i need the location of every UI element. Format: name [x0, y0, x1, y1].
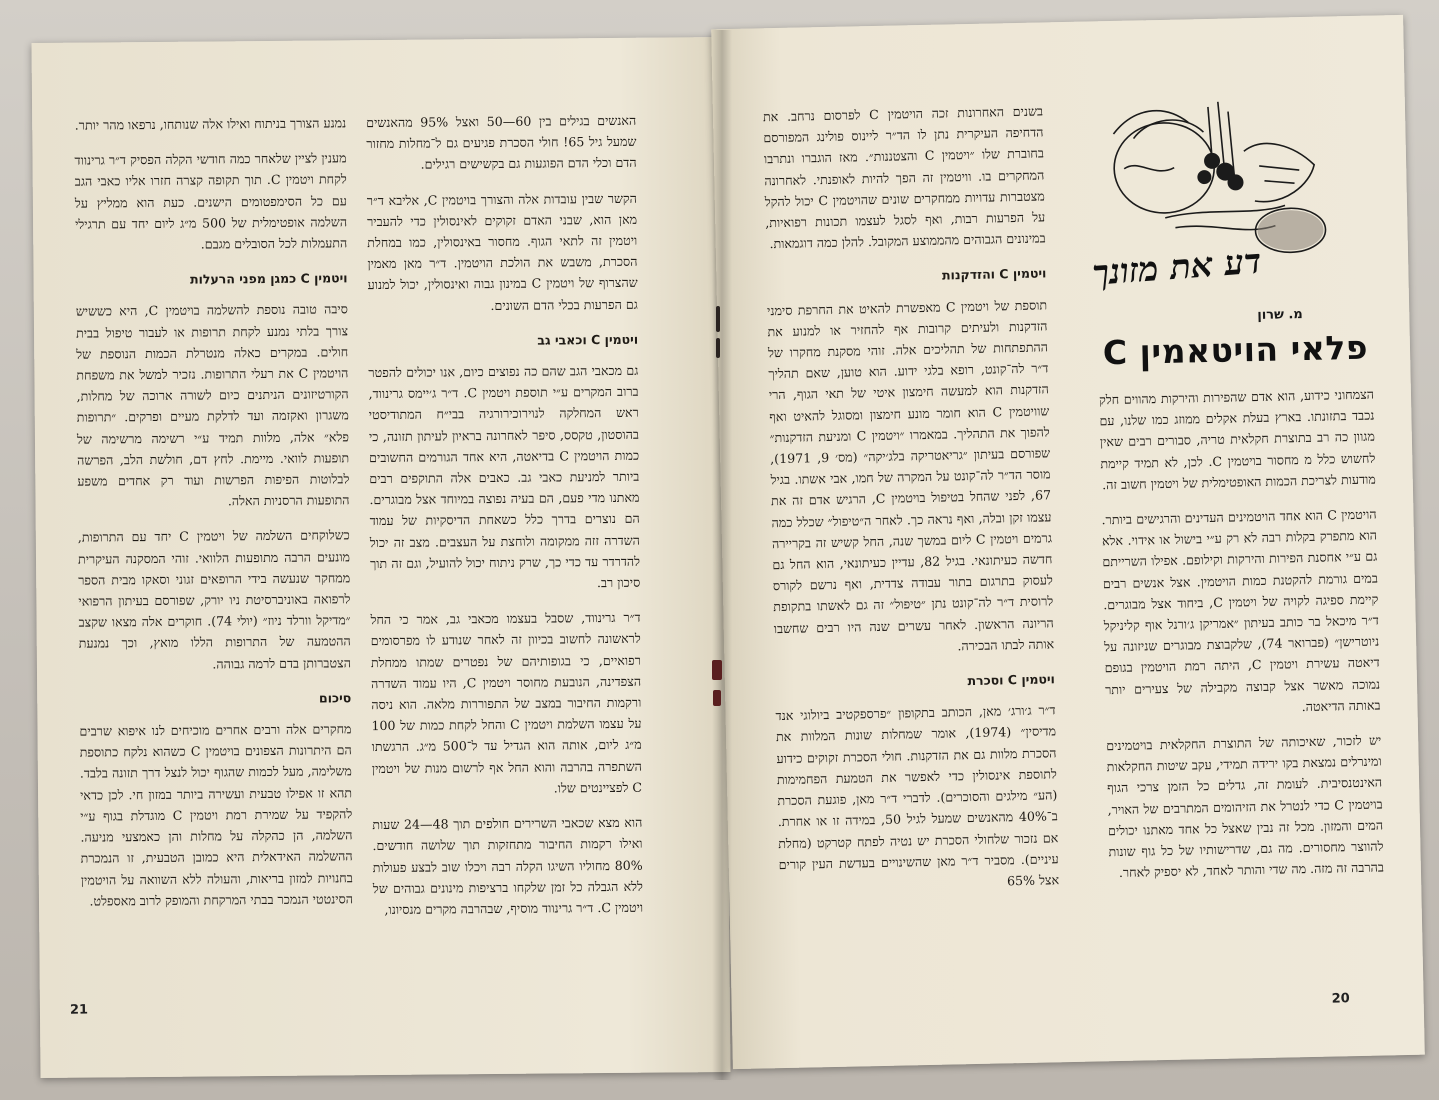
- paragraph: יש לזכור, שאיכותה של התוצרת החקלאית בויטמינים ומינרלים נמצאת בקו ירידה תמידי, עקב שיטות החקלאות האינטנסיבית. לעומת זה, גדלים כל הזמן צרכי הגוף בויטמין C כדי לנטרל את הזיהומים המתרבים של האויר, המים והמזון. מכל זה נבין שאצל כל אחד מאתנו יכולים להווצר מחסורים. מה גם, שדרישותיו של כל גוף שונות בהרבה זה מזה. מה שדי והותר לאחד, לא יספיק לאחר.: [1106, 732, 1385, 881]
- staple: [713, 690, 721, 706]
- staple: [712, 660, 722, 680]
- paragraph: הקשר שבין עובדות אלה והצורך בויטמין C, אליבא ד״ר מאן הוא, שבני האדם זקוקים לאינסולין כדי להעביר ויטמין זה לתאי הגוף. מחסור באינסולין, כמו במחלת הסכרת, משבש את הולכת הויטמין. ד״ר מאן מאמין שהצרוף של ויטמין C במינון גבוה ואינסולין, יכול למנוע גם הפרעות בכלי הדם השונים.: [366, 190, 638, 313]
- left-page: [31, 37, 730, 1078]
- page-number: 21: [69, 1002, 89, 1018]
- paragraph: ד״ר גרינווד, שסבל בעצמו מכאבי גב, אמר כי החל לראשונה לחשוב בכיוון זה לאחר שנודע לו מפרסומים רפואיים, כי בגופותיהם של נפטרים שמתו ממחלת הצפדינה, הנובעת מחוסר ויטמין C, היו עמוד השדרה ורקמות החיבור במצב של התפוררות מלאה. הוא ניסה על עצמו השלמת ויטמין C והחל לקחת כמות של 100 מ״ג ליום, אותה הוא הגדיל עד ל־500 מ״ג. הרגשתו השתפרה בהרבה והוא החל אף לרשום מנות של ויטמין C לפציינטים שלו.: [370, 610, 643, 796]
- paragraph: גם מכאבי הגב שהם כה נפוצים כיום, אנו יכולים להפטר ברוב המקרים ע״י תוספת ויטמין C. ד״ר ג׳יימס גרינווד, ראש המחלקה לנוירוכירורגיה בבי״ח המתודיסטי בהוסטון, טקסס, סיפר לאחרונה בראיון לעיתון תזונה, כי כמות הויטמין C בדיאטה, היא אחד הגורמים החשובים ביותר למניעת כאבי גב. כאבים אלה התוקפים רבים מאתנו מדי פעם, הם בעיה נפוצה במיוחד אצל מבוגרים. הם נוצרים בדרך כלל כשאחת הדיסקיות של עמוד השדרה זזה ממקומה ולוחצת על העצבים. מצב זה יכול להדרדר עד כדי כך, שרק ניתוח יכול להועיל, וגם זה תוך סיכון רב.: [368, 362, 641, 591]
- paragraph: הצמחוני כידוע, הוא אדם שהפירות והירקות מהווים חלק נכבד בתזונתו. בארץ בעלת אקלים ממוזג כמו שלנו, עם מגוון כה רב בתוצרת חקלאית טריה, סבורים רבים שאין לחשוש כלל מ מחסור בויטמין C. לכן, לא תמיד קיימת מודעות לצריכת הכמות האופטימלית של ויטמין חשוב זה.: [1098, 386, 1376, 493]
- article-author: מ. שרון: [1257, 307, 1303, 323]
- paragraph: כשלוקחים השלמה של ויטמין C יחד עם התרופות, מונעים הרבה מתופעות הלוואי. זוהי המסקנה העיקרית ממחקר שנעשה בידי הרופאים זגוני וסאקו מבית הספר לרפואה באוניברסיטת ניו יורק, שפורסם בעיתון הרפואי ״מדיקל וורלד ניוז״ (יולי 74). חוקרים אלה מצאו שקצב ההטמעה של התרופות הללו מואץ, וכך נמנעת הצטברותן בדם לרמה גבוהה.: [77, 527, 351, 672]
- paragraph: תוספת של ויטמין C מאפשרת להאיט את החרפת סימני הזדקנות ולעיתים קרובות אף להחזיר או למנוע את ההתפתחות של תהליכים אלה. זוהי מסקנת מחקרו של ד״ר לה־קונט, רופא בלגי ידוע. הוא טוען, שאם תהליך הזדקנות הוא למעשה חימצון איטי של תאי הגוף, הרי שוויטמין C הוא חומר מונע חימצון ומסוגל להאיט ואף להפוך את התהליך. במאמרו ״ויטמין C ומניעת הזדקנות״ שפורסם בעיתון ״גריאטריקה בלג׳יקה״ (מס׳ 9, 1971), מוסר הד״ר לה־קונט על המקרה של חמו, אבי אשתו. בגיל 67, לפני שהחל בטיפול בויטמין C, הרגיש אדם זה את עצמו זקן ובלה, ואף נראה כך. לאחר ה״טיפול״ שכלל כמה גרמים ויטמין C ליום במשך שנה, החל קשיש זה בקריירה חדשה כעיתונאי. בגיל 82, עדיין כעיתונאי, הוא החל גם לעסוק בתרגום בתור עבודה צדדית, ואף נרשם לקורס לרוסית ד״ר לה־קונט נתן ״טיפול״ זה גם לאשתו בתקופת הריונה הראשון. לאחר עשרים שנה היו רבים שחשבו אותה לבתו הבכירה.: [766, 297, 1055, 654]
- paragraph: בשנים האחרונות זכה הויטמין C לפרסום נרחב. את הדחיפה העיקרית נתן לו הד״ר ליינוס פולינג המפורסם בחוברת שלו ״ויטמין C והצטננות״. מאז הוגברו ונתרבו המחקרים בו. וויטמין זה הפך להיות לאופנתי. לאחרונה מצטברות עדויות ממחקרים שונים שהויטמין C יכול להקל על הפרעות רבות, ואף לסגל לעצמו תכונות רפואיות, במינונים הגבוהים מהממוצע המקובל. להלן כמה דוגמאות.: [762, 103, 1046, 252]
- left-page-column-b: [366, 110, 643, 934]
- right-page-column-a: [1099, 384, 1385, 898]
- illustration-caption: דע את מזונך: [1091, 241, 1263, 294]
- book-gutter: [712, 30, 732, 1080]
- staple: [716, 338, 720, 358]
- right-page-column-b: [763, 100, 1060, 910]
- section-heading: ויטמין C וכאבי גב: [537, 331, 639, 348]
- paragraph: נמנע הצורך בניתוח ואילו אלה שנותחו, נרפאו מהר יותר.: [74, 115, 347, 133]
- staple: [716, 306, 720, 332]
- page-number: 20: [1331, 991, 1350, 1007]
- paragraph: מענין לציין שלאחר כמה חודשי הקלה הפסיק ד״ר גרינווד לקחת ויטמין C. תוך תקופה קצרה חזרו אליו כאבי הגב עם כל הסימפטומים הישנים. כעת הוא ממליץ על השלמה אופטימלית של 500 מ״ג ליום יחד עם תרגילי התעמלות לכל הסובלים מגבם.: [74, 150, 348, 252]
- paragraph: האנשים בגילים בין 60—50 ואצל 95% מהאנשים שמעל גיל 65! חולי הסכרת פגיעים גם ל־מחלות מחזור הדם וכלי הדם הפוגעות גם בקשישים רגילים.: [366, 112, 637, 173]
- paragraph: סיבה טובה נוספת להשלמה בויטמין C, היא כששיש צורך בלתי נמנע לקחת תרופות או לעבור טיפול בבית חולים. במקרים כאלה מנטרלת הכמות הנוספת של הויטמין C את רעלי התרופות. נזכיר למשל את משפחת הקורטיזונים הניתנים כיום לשורה ארוכה של מחלות, משגרון ואקזמה ועד לדלקת מעיים ופרקים. ״תרופות פלא״ אלה, מלוות תמיד ע״י רשימה מרשימה של תופעות לוואי. מיימת. לחץ דם, חולשת הלב, הפרשה לבלוטות הפיפות הפרשות ועוד רק אחדים משפע התופעות הרסניות האלה.: [75, 301, 350, 509]
- paragraph: הויטמין C הוא אחד הויטמינים העדינים והרגישים ביותר. הוא מתפרק בקלות רבה לא רק ע״י בישול או אידוי. אלא גם ע״י אחסנת הפירות והירקות וקילופם. אפילו השרייתם במים גורמת להקטנת כמות הויטמין. אצל אנשים רבים קיימת ספיגה לקויה של ויטמין C, ביחוד אצל מבוגרים. ד״ר מיכאל בר כותב בעיתון ״אמריקן ג׳ורנל אוף קליניקל ניוטרישן״ (פברואר 74), שלקבוצת מבוגרים שניזונה על דיאטה עשירת ויטמין C, היתה רמת הויטמין בגופם נמוכה מאשר אצל קבוצה מקבילה של צעירים יותר באותה הדיאטה.: [1101, 506, 1381, 714]
- section-heading: ויטמין C והזדקנות: [941, 265, 1047, 283]
- paragraph: מחקרים אלה ורבים אחרים מוכיחים לנו איפוא שרבים הם היתרונות הצפונים בויטמין C כשהוא נלקח כתוספת משלימה, מעל לכמות שהגוף יכול לנצל דרך תזונה בלבד. תהא זו אפילו טבעית ועשירה ביותר במזון חי. לכן כדאי להקפיד על שמירת רמת ויטמין C מוגדלת בגוף ע״י השלמה, הן כהקלה על מחלות והן כאמצעי מניעה. ההשלמה האידאלית היא כמובן הטבעית, זו הנמכרת בחנויות למזון בריאות, והעולה ללא השוואה על הויטמין הסינטטי הנמכר בבתי המרקחת והמופק לרוב מאספלט.: [79, 721, 354, 909]
- section-heading: ויטמין C כמגן מפני הרעלות: [189, 270, 348, 287]
- right-page: [711, 15, 1425, 1069]
- paragraph: הוא מצא שכאבי השרירים חולפים תוך 48—24 שעות ואילו רקמות החיבור מתחזקות תוך שלושה חודשים. 80% מחוליו השיגו הקלה רבה ויכלו שוב לבצע פעולות ללא הגבלה כל זמן שלקחו ברציפות מינונים גבוהים של ויטמין C. ד״ר גרינווד מוסיף, שבהרבה מקרים מנסיונו,: [372, 814, 644, 917]
- article-title: פלאי הויטאמין C: [1102, 327, 1369, 373]
- left-page-column-a: [74, 112, 353, 925]
- section-heading: ויטמין C וסכרת: [967, 671, 1056, 689]
- section-heading: סיכום: [318, 690, 352, 706]
- paragraph: ד״ר ג׳ורג׳ מאן, הכותב בתקופון ״פרספקטיב ביולוגי אנד מדיסין״ (1974), אומר שמחלות שונות המלוות את הסכרת מלוות גם את הזדקנות. חולי הסכרת זקוקים כידוע לתוספת אינסולין כדי לאפשר את הטמעת הפחמימות (הע״ מילגים והסוכרים). לדברי ד״ר מאן, פוגעת הסכרת ב־40% מהאנשים שמעל לגיל 50, במידה זו או אחרת. אם נזכור שלחולי הסכרת יש נטיה לפתח קטרקט (מחלת עיניים). מסביר ד״ר מאן שהשינויים בעדשת העין קורים אצל 65%: [775, 702, 1060, 889]
